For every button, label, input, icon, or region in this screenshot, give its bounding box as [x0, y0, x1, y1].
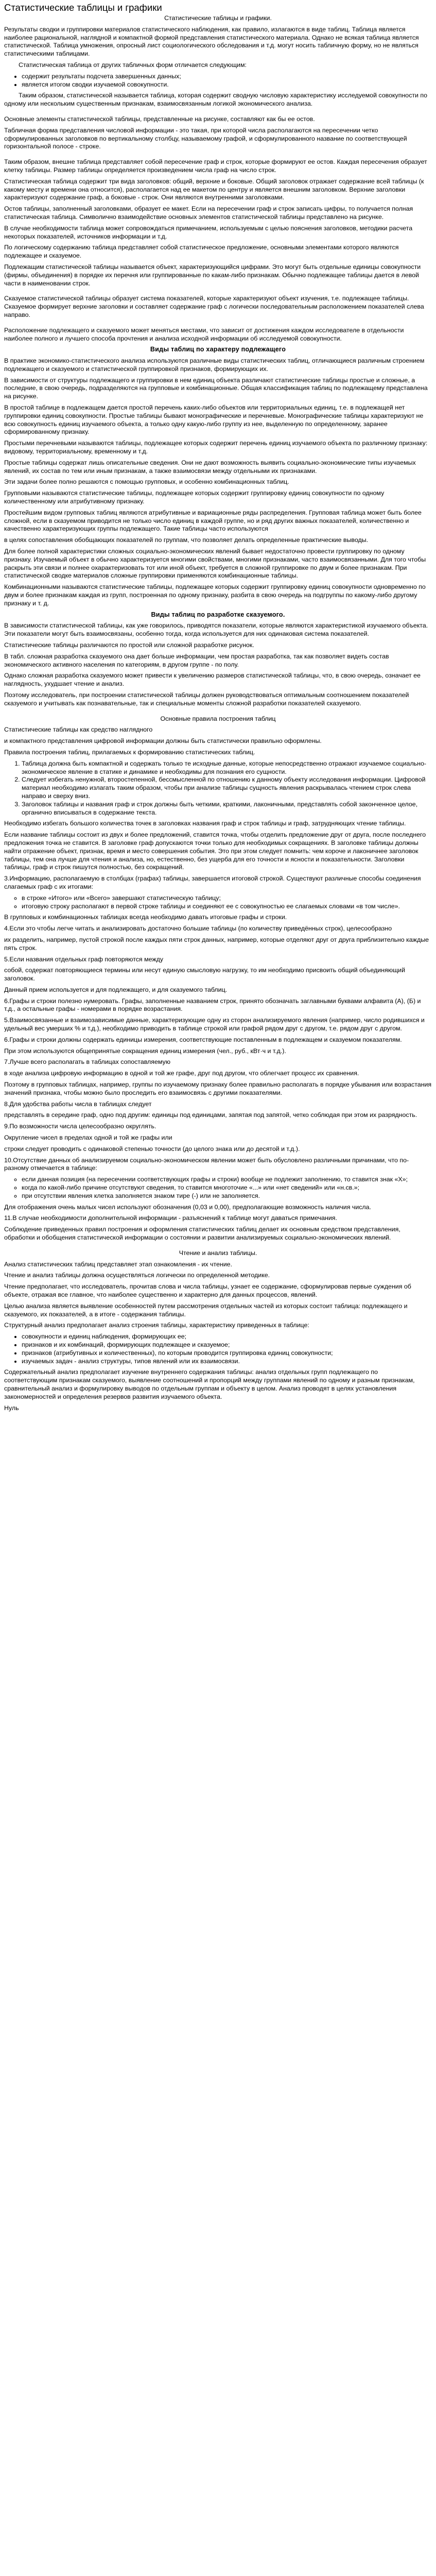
paragraph: Округление чисел в пределах одной и той же графы или — [4, 1134, 172, 1142]
paragraph: Для более полной характеристики сложных социально-экономических явлений бывает недостаточно провести группировку по одному признаку. Изучаемый объект в обычно характеризуется многими свойствами, многими признаками, часто взаимосвязанными. Для того чтобы раскрыть эти связи и полнее охарактеризовать тот или иной объект, требуется в сложной группировке по двум и более признакам. При статистической сводке материалов сложные группировки применяются комбинационные таблицы. — [4, 548, 426, 580]
list-item: • является итогом сводки изучаемой совокупности. — [22, 81, 432, 89]
paragraph: в целях сопоставления обобщающих показателей по группам, что позволяет делать определенные практические выводы. — [4, 536, 369, 544]
paragraph: 5.Если названия отдельных граф повторяются между — [4, 955, 164, 963]
list-item: • совокупности и единиц наблюдения, формирующих ее; — [22, 1333, 432, 1341]
paragraph: 7.Лучше всего располагать в таблицах сопоставляемую — [4, 1058, 170, 1066]
paragraph: строки следует проводить с одинаковой степенью точности (до целого знака или до десятой и т.д.). — [4, 1145, 300, 1153]
paragraph: В простой таблице в подлежащем дается простой перечень каких-либо объектов или территориальных единиц, т.е. в подлежащей нет группировки единиц совокупности. Простые таблицы бывают монографические и перечневые. Монографические таблицы характеризуют не всю совокупность единиц изучаемого объекта, а только одну какую-либо группу из нее, выделенную по определенному, заранее сформированному признаку. — [4, 404, 424, 436]
section-heading: Виды таблиц по характеру подлежащего — [150, 346, 286, 353]
paragraph: В зависимости статистической таблицы, как уже говорилось, приводятся показатели, которые являются характеристикой изучаемого объекта. Эти показатели могут быть взаимосвязаны, особенно тогда, когда используется для них одинаковая система показателей. — [4, 622, 428, 638]
paragraph: Правила построения таблиц, прилагаемых к формированию статистических таблиц. — [4, 748, 255, 756]
paragraph: Анализ статистических таблиц представляет этап ознакомления - их чтение. — [4, 1260, 233, 1268]
rules-list — [4, 760, 432, 817]
paragraph: В зависимости от структуры подлежащего и группировки в нем единиц объекта различают статистические таблицы простые и сложные, а последние, в свою очередь, подразделяются на групповые и комбинационные. Общая классификация таблиц по подлежащему представлена на рисунке. — [4, 376, 428, 400]
paragraph: Для отображения очень малых чисел используют обозначения (0,03 и 0,00), предполагающие возможность наличия числа. — [4, 1203, 371, 1211]
list-item: 3. Заголовок таблицы и названия граф и строк должны быть четкими, краткими, лаконичными, представлять собой законченное целое, органично вписываться в содержание текста. — [22, 801, 432, 817]
paragraph: Статистические таблицы как средство наглядного — [4, 726, 153, 734]
list-item: • признаков (атрибутивных и количественных), по которым проводится группировка единиц совокупности; — [22, 1349, 432, 1358]
paragraph: 6.Графы и строки полезно нумеровать. Графы, заполненные названием строк, принято обозначать заглавными буквами алфавита (А), (Б) и т.д., а остальные графы - номерами в порядке возрастания. — [4, 997, 421, 1013]
paragraph: При этом используются общепринятые сокращения единиц измерения (чел., руб., кВт·ч и т.д.). — [4, 1047, 286, 1055]
paragraph: Однако сложная разработка сказуемого может привести к увеличению размеров статистической таблицы, что, в свою очередь, означает ее наглядность, ухудшает чтение и анализ. — [4, 672, 421, 688]
missing-data-list — [4, 1176, 432, 1200]
paragraph: и компактного представления цифровой информации должны быть статистически правильно оформлены. — [4, 737, 322, 745]
paragraph: представлять в середине граф, одно под другим: единицы под единицами, запятая под запятой, четко соблюдая при этом их разрядность. — [4, 1111, 417, 1119]
paragraph: Статистическая таблица содержит три вида заголовков: общий, верхние и боковые. Общий заголовок отражает содержание всей таблицы (к какому месту и времени она относится), располагается над ее макетом по центру и является внешним заголовком. Верхние заголовки характеризуют содержание граф, а боковые - строк. Они являются внутренними заголовками. — [4, 177, 424, 201]
paragraph: Поэтому в групповых таблицах, например, группы по изучаемому признаку более правильно располагать в порядке убывания или возрастания значений признака, чтобы можно было проследить его взаимосвязь с другими показателями. — [4, 1081, 432, 1096]
paragraph: Структурный анализ предполагает анализ строения таблицы, характеристику приведенных в таблице: — [4, 1321, 309, 1329]
paragraph: Групповыми называются статистические таблицы, подлежащее которых содержит группировку единиц совокупности по одному количественному или атрибутивному признаку. — [4, 489, 385, 505]
paragraph: Таким образом, статистической называется таблица, которая содержит сводную числовую характеристику исследуемой совокупности по одному или нескольким существенным признакам, взаимосвязанным логикой экономического анализа. — [4, 92, 428, 108]
list-item: • признаков и их комбинаций, формирующих подлежащее и сказуемое; — [22, 1341, 432, 1349]
paragraph: Расположение подлежащего и сказуемого может меняться местами, что зависит от достижения каждом исследователе в отдельности наиболее полного и лучшего способа прочтения и анализа исходной информации об исследуемой совокупности. — [4, 326, 404, 342]
list-item: ◦ итоговую строку располагают в первой строке таблицы и соединяют ее с совокупностью ее слагаемых словами «в том числе». — [22, 903, 432, 911]
paragraph: Чтение и анализ таблицы должна осуществляться логически по определенной методике. — [4, 1272, 270, 1279]
intro-paragraph: Результаты сводки и группировки материалов статистического наблюдения, как правило, излагаются в виде таблиц. Таблица является наиболее рациональной, наглядной и компактной формой представления статистического материала. Однако не всякая таблица является статистической. Таблица умножения, опросный лист социологического обследования и т.д. могут носить табличную форму, но не являться статистическими таблицами. — [4, 25, 419, 58]
paragraph: Содержательный анализ предполагает изучение внутреннего содержания таблицы: анализ отдельных групп подлежащего по соответствующим признакам сказуемого, выявление соотношений и пропорций между группами явлений по одному и разным признакам, сравнительный анализ и формулировку выводов по отдельным группам и объекту в целом. Анализ проводят в целях установления закономерностей и определения резервов развития изучаемого объекта. — [4, 1368, 415, 1400]
totals-ways-list — [4, 894, 432, 911]
section-heading: Чтение и анализ таблицы. — [179, 1249, 257, 1257]
paragraph: собой, содержат повторяющиеся термины или несут единую смысловую нагрузку, то им необходимо присвоить общий объединяющий заголовок. — [4, 967, 406, 982]
document-title: Статистические таблицы и графики — [4, 2, 162, 13]
structure-list — [4, 1333, 432, 1365]
paragraph: 10.Отсутствие данных об анализируемом социально-экономическом явлении может быть обусловлено различными причинами, что по-разному отмечается в таблице: — [4, 1156, 409, 1172]
features-list — [4, 73, 432, 89]
paragraph: Сказуемое статистической таблицы образует система показателей, которые характеризуют объект изучения, т.е. подлежащее таблицы. Сказуемое формирует верхние заголовки и составляет содержание граф с логически последовательным расположением показателей слева направо. — [4, 295, 424, 318]
list-item: ◦ если данная позиция (на пересечении соответствующих графы и строки) вообще не подлежит заполнению, то ставится знак «Х»; — [22, 1176, 432, 1184]
paragraph: 6.Графы и строки должны содержать единицы измерения, соответствующие поставленным в подлежащем и сказуемом показателям. — [4, 1036, 402, 1043]
paragraph: Эти задачи более полно решаются с помощью групповых, и особенно комбинационных таблиц. — [4, 478, 289, 486]
list-item: ◦ когда по какой-либо причине отсутствуют сведения, то ставится многоточие «...» или «нет сведений» или «н.св.»; — [22, 1184, 432, 1192]
paragraph: Табличная форма представления числовой информации - это такая, при которой числа располагаются на пересечении четко сформулированных заголовков по вертикальному столбцу, называемому графой, и сформулированного название по соответствующей горизонтальной полосе - строке. — [4, 126, 407, 150]
list-item: 1. Таблица должна быть компактной и содержать только те исходные данные, которые непосредственно отражают изучаемое социально-экономическое явление в статике и динамике и необходимы для познания его сущности. — [22, 760, 432, 776]
section-heading: Основные правила построения таблиц — [160, 715, 276, 722]
paragraph: Таким образом, внешне таблица представляет собой пересечение граф и строк, которые формируют ее остов. Каждая пересечения образует клетку таблицы. Размер таблицы определяется произведением числа граф на число строк. — [4, 158, 427, 174]
list-item: ◦ в строке «Итого» или «Всего» завершают статистическую таблицу; — [22, 894, 432, 903]
list-item: ◦ при отсутствии явления клетка заполняется знаком тире (-) или не заполняется. — [22, 1192, 432, 1200]
trailing-text: Нуль — [4, 1404, 19, 1412]
paragraph: Чтение предполагает, что исследователь, прочитав слова и числа таблицы, узнает ее содержание, сформулировав первые суждения об объекте, отражая все главное, что наиболее существенно и характерно для данных процессов, явлений. — [4, 1283, 411, 1298]
paragraph: В практике экономико-статистического анализа используются различные виды статистических таблиц, отличающиеся различным строением подлежащего и сказуемого и статистической группировкой признаков, формирующих их. — [4, 357, 425, 372]
paragraph: 11.В случае необходимости дополнительной информации - разъяснений к таблице могут даваться примечания. — [4, 1214, 337, 1222]
paragraph: В случае необходимости таблица может сопровождаться примечанием, используемым с целью пояснения заголовков, методики расчета некоторых показателей, источников информации и т.д. — [4, 224, 413, 240]
list-item: • изучаемых задач - анализ структуры, типов явлений или их взаимосвязи. — [22, 1358, 432, 1366]
paragraph: 8.Для удобства работы числа в таблицах следует — [4, 1100, 152, 1108]
paragraph: Простыми перечневыми называются таблицы, подлежащее которых содержит перечень единиц изучаемого объекта по различному признаку: видовому, территориальному, временному и т.д. — [4, 439, 428, 455]
paragraph: Простые таблицы содержат лишь описательные сведения. Они не дают возможность выявить социально-экономические типы изучаемых явлений, их состав по тем или иным признакам, а также взаимосвязи между отдельными их признаками. — [4, 459, 416, 474]
paragraph: Остов таблицы, заполненный заголовками, образует ее макет. Если на пересечении граф и строк записать цифры, то получается полная статистическая таблица. Символично взаимодействие основных элементов статистической таблицы представлено на рисунке. — [4, 205, 413, 221]
paragraph: В табл. сложная разработка сказуемого она дает больше информации, чем простая разработка, так как позволяет видеть состав экономического активного населения по категориям, в другом группе - по полу. — [4, 652, 389, 668]
paragraph: 5.Взаимосвязанные и взаимозависимые данные, характеризующие одну из сторон анализируемого явления (например, число родившихся и удельный вес умерших % и т.д.), необходимо приводить в таблице строкой или графой рядом друг с другом, т.е. рядом друг с другом. — [4, 1016, 425, 1032]
paragraph: Данный прием используется и для подлежащего, и для сказуемого таблиц. — [4, 986, 228, 993]
paragraph: Целью анализа является выявление особенностей путем рассмотрения отдельных частей из которых состоит таблица: подлежащего и сказуемого, их показателей, а в итоге - содержания таблицы. — [4, 1302, 408, 1318]
paragraph: В групповых и комбинационных таблицах всегда необходимо давать итоговые графы и строки. — [4, 913, 287, 921]
paragraph: Простейшим видом групповых таблиц являются атрибутивные и вариационные ряды распределения. Групповая таблица может быть более сложной, если в сказуемом приводится не только число единиц в каждой группе, но и ряд других важных показателей, количественно и качественно характеризующих группы подлежащего. Такие таблицы часто используются — [4, 509, 422, 533]
paragraph: 3.Информацию, располагаемую в столбцах (графах) таблицы, завершается итоговой строкой. Существуют различные способы соединения слагаемых граф с их итогами: — [4, 875, 421, 890]
paragraph: Если название таблицы состоит из двух и более предложений, ставится точка, чтобы отделить предложение друг от друга, после последнего предложения точка не ставится. В заголовке граф допускаются точки только для необходимых сокращениях. В заголовке таблицы должны найти отражение объект, признак, время и место совершения события. Это при этом следует помнить: чем короче и лаконичнее заголовок таблицы, тем она лучше для чтения и анализа, но, естественно, без ущерба для его точности и ясности и показательности. Заголовки таблицы, граф и строк пишутся полностью, без сокращений. — [4, 831, 426, 871]
paragraph: Основные элементы статистической таблицы, представленные на рисунке, составляют как бы ее остов. — [4, 115, 315, 123]
paragraph: Комбинационными называются статистические таблицы, подлежащее которых содержит группировку единиц совокупности одновременно по двум и более признакам каждая из групп, построенная по одному признаку, разбита в свою очередь на подгруппы по какому-либо другому признаку и т. д. — [4, 583, 426, 607]
list-item: • содержит результаты подсчета завершенных данных; — [22, 73, 432, 81]
paragraph: Статистические таблицы различаются по простой или сложной разработке рисунок. — [4, 641, 254, 649]
document-subtitle: Статистические таблицы и графики. — [164, 14, 272, 22]
paragraph: Необходимо избегать большого количества точек в заголовках названия граф и строк таблицы и граф, затрудняющих чтение таблицы. — [4, 820, 406, 827]
intro-paragraph: Статистическая таблица от других табличных форм отличается следующим: — [19, 61, 247, 69]
paragraph: По логическому содержанию таблица представляет собой статистическое предложение, основными элементами которого являются подлежащее и сказуемое. — [4, 244, 399, 260]
paragraph: их разделить, например, пустой строкой после каждых пяти строк данных, например, которые отделяют друг от друга приблизительно каждые пять строк. — [4, 936, 429, 952]
paragraph: 9.По возможности числа целесообразно округлять. — [4, 1123, 156, 1130]
section-heading: Виды таблиц по разработке сказуемого. — [151, 611, 285, 618]
paragraph: Соблюдение приведенных правил построения и оформления статистических таблиц делает их основным средством представления, обработки и обобщения статистической информации о состоянии и развитии анализируемых социально-экономических явлений. — [4, 1226, 400, 1242]
paragraph: Поэтому исследователь, при построении статистической таблицы должен руководствоваться оптимальным соотношением показателей сказуемого и учитывать как познавательные, так и специальные моменты сложной разработки показателей сказуемого. — [4, 691, 409, 707]
paragraph: 4.Если это чтобы легче читать и анализировать достаточно большие таблицы (по количеству приведённых строк), целесообразно — [4, 925, 392, 933]
list-item: 2. Следует избегать ненужной, второстепенной, бессмысленной по отношению к данному объекту исследования информации. Цифровой материал необходимо излагать таким образом, чтобы при анализе таблицы сущность явления раскрывалась чтением строк слева направо и сверху вниз. — [22, 776, 432, 800]
paragraph: в ходе анализа цифровую информацию в одной и той же графе, друг под другом, что облегчает процесс их сравнения. — [4, 1070, 359, 1077]
paragraph: Подлежащим статистической таблицы называется объект, характеризующийся цифрами. Это могут быть отдельные единицы совокупности (фирмы, объединения) в порядке их перечня или группированные по какам-либо признакам. Обычно подлежащее таблицы дается в левой части в наименовании строк. — [4, 263, 421, 287]
